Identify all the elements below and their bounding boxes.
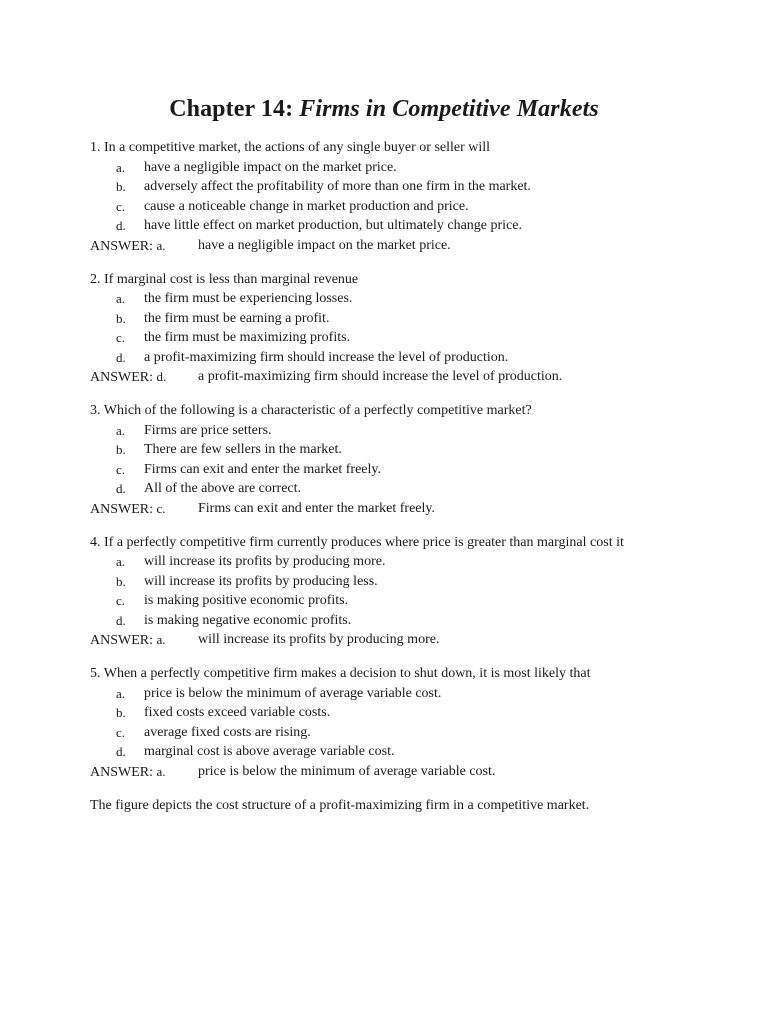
question-stem: 4. If a perfectly competitive firm currently produces where price is greater than marginal cost it bbox=[90, 534, 624, 550]
answer-prefix bbox=[90, 762, 198, 783]
option-text: cause a noticeable change in market production and price. bbox=[144, 198, 469, 214]
question-stem: 5. When a perfectly competitive firm makes a decision to shut down, it is most likely that bbox=[90, 666, 591, 681]
option-letter: d. bbox=[116, 349, 126, 365]
option-b bbox=[90, 177, 690, 197]
option-text: a profit-maximizing firm should increase the level of production. bbox=[144, 349, 509, 365]
answer-label: ANSWER: bbox=[90, 501, 153, 517]
answer-line bbox=[90, 630, 690, 651]
option-a bbox=[90, 421, 690, 441]
option-c bbox=[90, 723, 690, 743]
option-text: All of the above are correct. bbox=[144, 481, 302, 496]
option-b bbox=[90, 440, 690, 460]
option-text: is making negative economic profits. bbox=[144, 612, 352, 628]
answer-line bbox=[90, 236, 690, 257]
option-letter: c. bbox=[116, 461, 126, 477]
option-text: will increase its profits by producing more. bbox=[144, 554, 386, 569]
answer-letter: a. bbox=[156, 632, 166, 647]
option-letter: b. bbox=[116, 705, 126, 720]
answer-text: will increase its profits by producing more. bbox=[198, 632, 440, 647]
option-c bbox=[90, 197, 690, 217]
option-text: the firm must be maximizing profits. bbox=[144, 330, 351, 345]
answer-line bbox=[90, 762, 690, 783]
option-a bbox=[90, 552, 690, 572]
option-d bbox=[90, 742, 690, 762]
option-letter: b. bbox=[116, 179, 126, 194]
option-text: the firm must be experiencing losses. bbox=[144, 291, 353, 306]
answer-text: a profit-maximizing firm should increase the level of production. bbox=[198, 369, 563, 384]
option-letter: b. bbox=[116, 573, 126, 589]
question-2 bbox=[90, 270, 690, 388]
option-letter: c. bbox=[116, 724, 126, 740]
option-text: fixed costs exceed variable costs. bbox=[144, 705, 331, 720]
option-letter: d. bbox=[116, 744, 126, 759]
option-letter: a. bbox=[116, 554, 126, 569]
option-d bbox=[90, 348, 690, 368]
option-text: Firms are price setters. bbox=[144, 422, 272, 438]
answer-letter: c. bbox=[156, 500, 166, 516]
option-letter: c. bbox=[116, 330, 126, 345]
question-3 bbox=[90, 401, 690, 519]
option-letter: a. bbox=[116, 422, 126, 438]
option-letter: d. bbox=[116, 612, 126, 628]
option-text: average fixed costs are rising. bbox=[144, 724, 311, 740]
option-list bbox=[90, 684, 690, 762]
option-letter: a. bbox=[116, 159, 126, 175]
answer-letter: a. bbox=[156, 237, 166, 253]
chapter-label: Chapter 14: bbox=[169, 96, 294, 122]
option-text: Firms can exit and enter the market freely. bbox=[144, 461, 381, 477]
option-text: have little effect on market production, but ultimately change price. bbox=[144, 218, 522, 233]
option-a bbox=[90, 289, 690, 309]
answer-text: price is below the minimum of average variable cost. bbox=[198, 763, 496, 779]
option-text: will increase its profits by producing less. bbox=[144, 573, 378, 589]
question-4 bbox=[90, 533, 690, 651]
option-list bbox=[90, 158, 690, 236]
option-a bbox=[90, 684, 690, 704]
answer-label: ANSWER: bbox=[90, 370, 153, 385]
answer-label: ANSWER: bbox=[90, 633, 153, 648]
option-text: the firm must be earning a profit. bbox=[144, 310, 330, 326]
option-b bbox=[90, 572, 690, 592]
answer-prefix bbox=[90, 499, 198, 520]
question-1 bbox=[90, 138, 690, 256]
option-c bbox=[90, 460, 690, 480]
option-text: price is below the minimum of average variable cost. bbox=[144, 685, 442, 701]
option-letter: c. bbox=[116, 198, 126, 214]
option-c bbox=[90, 328, 690, 348]
page-title bbox=[0, 92, 768, 126]
option-letter: d. bbox=[116, 481, 126, 496]
figure-description: The figure depicts the cost structure of a profit-maximizing firm in a competitive market. bbox=[90, 797, 590, 813]
answer-prefix bbox=[90, 236, 198, 257]
answer-text: have a negligible impact on the market price. bbox=[198, 237, 451, 253]
option-a bbox=[90, 158, 690, 178]
option-text: There are few sellers in the market. bbox=[144, 442, 342, 457]
option-d bbox=[90, 216, 690, 236]
question-stem: 1. In a competitive market, the actions of any single buyer or seller will bbox=[90, 140, 491, 155]
chapter-subtitle: Firms in Competitive Markets bbox=[299, 96, 599, 122]
question-list bbox=[90, 138, 690, 815]
option-letter: a. bbox=[116, 291, 126, 306]
option-text: marginal cost is above average variable cost. bbox=[144, 744, 395, 759]
question-5 bbox=[90, 664, 690, 782]
option-letter: b. bbox=[116, 442, 126, 457]
option-letter: c. bbox=[116, 593, 126, 608]
answer-letter: d. bbox=[156, 369, 167, 384]
answer-text: Firms can exit and enter the market freely. bbox=[198, 500, 435, 516]
answer-label: ANSWER: bbox=[90, 238, 153, 254]
option-letter: d. bbox=[116, 218, 126, 233]
option-d bbox=[90, 611, 690, 631]
option-c bbox=[90, 591, 690, 611]
answer-letter: a. bbox=[156, 763, 166, 779]
answer-prefix bbox=[90, 630, 198, 651]
option-b bbox=[90, 309, 690, 329]
answer-prefix bbox=[90, 367, 198, 388]
question-stem: 2. If marginal cost is less than marginal revenue bbox=[90, 271, 359, 287]
option-text: is making positive economic profits. bbox=[144, 593, 349, 608]
answer-line bbox=[90, 367, 690, 388]
option-d bbox=[90, 479, 690, 499]
answer-line bbox=[90, 499, 690, 520]
option-list bbox=[90, 552, 690, 630]
question-stem: 3. Which of the following is a characteristic of a perfectly competitive market? bbox=[90, 403, 532, 418]
option-list bbox=[90, 289, 690, 367]
option-letter: a. bbox=[116, 685, 126, 701]
option-text: have a negligible impact on the market price. bbox=[144, 159, 397, 175]
option-list bbox=[90, 421, 690, 499]
answer-label: ANSWER: bbox=[90, 764, 153, 780]
option-letter: b. bbox=[116, 310, 126, 326]
option-text: adversely affect the profitability of more than one firm in the market. bbox=[144, 179, 531, 194]
option-b bbox=[90, 703, 690, 723]
